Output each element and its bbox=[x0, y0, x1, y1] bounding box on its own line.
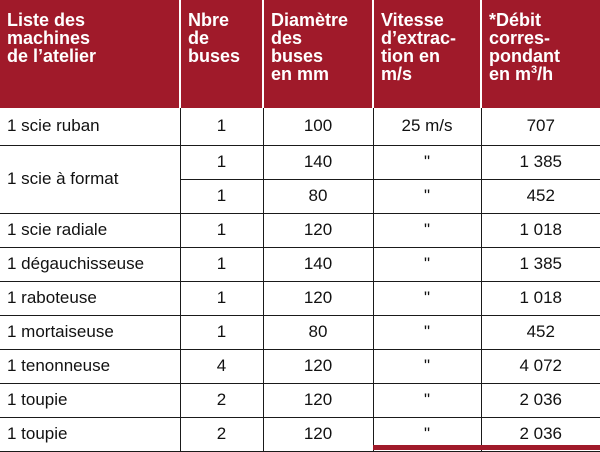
header-nbre-buses: Nbre de buses bbox=[180, 0, 263, 108]
header-debit bbox=[481, 0, 600, 108]
buses-cell: 1 bbox=[180, 108, 263, 145]
vitesse-cell: " bbox=[373, 417, 481, 451]
buses-cell: 2 bbox=[180, 417, 263, 451]
red-accent-bar bbox=[373, 445, 600, 450]
machine-cell: 1 mortaiseuse bbox=[0, 315, 180, 349]
buses-cell: 1 bbox=[180, 213, 263, 247]
machine-cell: 1 scie ruban bbox=[0, 108, 180, 145]
diametre-cell: 140 bbox=[263, 247, 373, 281]
debit-cell: 2 036 bbox=[481, 417, 600, 451]
machine-cell: 1 scie à format bbox=[0, 145, 180, 213]
debit-cell: 1 018 bbox=[481, 213, 600, 247]
buses-cell: 1 bbox=[180, 247, 263, 281]
vitesse-cell: " bbox=[373, 213, 481, 247]
diametre-cell: 120 bbox=[263, 213, 373, 247]
machine-cell: 1 dégauchisseuse bbox=[0, 247, 180, 281]
table-row bbox=[0, 247, 600, 281]
diametre-cell: 120 bbox=[263, 417, 373, 451]
debit-cell: 452 bbox=[481, 179, 600, 213]
table-header-row bbox=[0, 0, 600, 108]
table-row bbox=[0, 108, 600, 145]
debit-cell: 2 036 bbox=[481, 383, 600, 417]
vitesse-cell: 25 m/s bbox=[373, 108, 481, 145]
diametre-cell: 80 bbox=[263, 315, 373, 349]
header-diametre: Diamètre des buses en mm bbox=[263, 0, 373, 108]
debit-cell: 4 072 bbox=[481, 349, 600, 383]
table-row bbox=[0, 213, 600, 247]
machine-cell: 1 toupie bbox=[0, 383, 180, 417]
vitesse-cell: " bbox=[373, 247, 481, 281]
vitesse-cell: " bbox=[373, 179, 481, 213]
machine-cell: 1 tenonneuse bbox=[0, 349, 180, 383]
diametre-cell: 100 bbox=[263, 108, 373, 145]
buses-cell: 1 bbox=[180, 315, 263, 349]
diametre-cell: 80 bbox=[263, 179, 373, 213]
buses-cell: 1 bbox=[180, 281, 263, 315]
table-row bbox=[0, 349, 600, 383]
vitesse-cell: " bbox=[373, 145, 481, 179]
diametre-cell: 120 bbox=[263, 383, 373, 417]
table-row bbox=[0, 281, 600, 315]
header-vitesse: Vitesse d’extrac- tion en m/s bbox=[373, 0, 481, 108]
header-debit-label: *Débit corres- pondant en m bbox=[489, 10, 560, 84]
vitesse-cell: " bbox=[373, 349, 481, 383]
header-debit-exponent: 3 bbox=[531, 64, 538, 76]
debit-cell: 1 018 bbox=[481, 281, 600, 315]
machine-cell: 1 raboteuse bbox=[0, 281, 180, 315]
header-machines: Liste des machines de l’atelier bbox=[0, 0, 180, 108]
buses-cell: 4 bbox=[180, 349, 263, 383]
diametre-cell: 120 bbox=[263, 349, 373, 383]
debit-cell: 452 bbox=[481, 315, 600, 349]
machine-cell: 1 toupie bbox=[0, 417, 180, 451]
debit-cell: 707 bbox=[481, 108, 600, 145]
header-debit-unit: /h bbox=[537, 64, 554, 84]
diametre-cell: 120 bbox=[263, 281, 373, 315]
table-row bbox=[0, 315, 600, 349]
buses-cell: 2 bbox=[180, 383, 263, 417]
machine-cell: 1 scie radiale bbox=[0, 213, 180, 247]
debit-cell: 1 385 bbox=[481, 145, 600, 179]
buses-cell: 1 bbox=[180, 145, 263, 179]
table-row bbox=[0, 383, 600, 417]
buses-cell: 1 bbox=[180, 179, 263, 213]
vitesse-cell: " bbox=[373, 383, 481, 417]
table-row bbox=[0, 145, 600, 179]
debit-cell: 1 385 bbox=[481, 247, 600, 281]
diametre-cell: 140 bbox=[263, 145, 373, 179]
vitesse-cell: " bbox=[373, 281, 481, 315]
vitesse-cell: " bbox=[373, 315, 481, 349]
